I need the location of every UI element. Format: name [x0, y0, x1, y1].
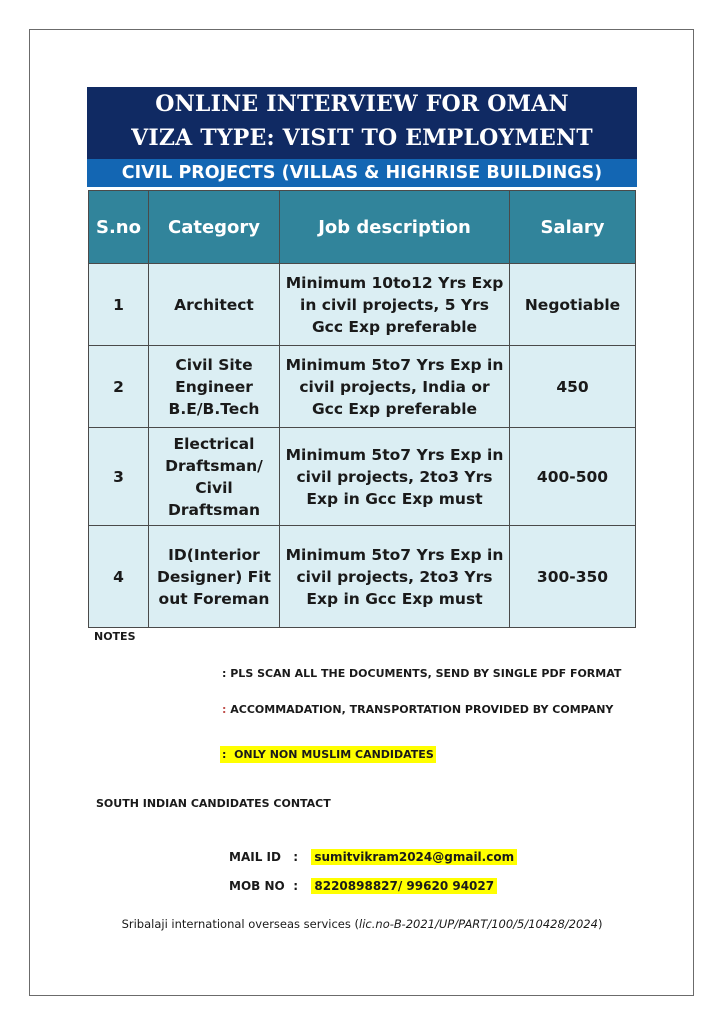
page-title: ONLINE INTERVIEW FOR OMAN	[155, 91, 569, 117]
column-header-category: Category	[149, 191, 280, 264]
mobile-label: MOB NO	[229, 879, 285, 893]
column-header-salary: Salary	[510, 191, 636, 264]
cell-description: Minimum 10to12 Yrs Exp in civil projects, 5 Yrs Gcc Exp preferable	[280, 264, 510, 346]
cell-description: Minimum 5to7 Yrs Exp in civil projects, 2to3 Yrs Exp in Gcc Exp must	[280, 526, 510, 628]
cell-salary: 400-500	[510, 428, 636, 526]
cell-category: Civil Site Engineer B.E/B.Tech	[149, 346, 280, 428]
jobs-table	[88, 190, 636, 628]
cell-sno: 2	[89, 346, 149, 428]
table-row	[89, 264, 636, 346]
header-banner	[87, 87, 637, 159]
cell-sno: 3	[89, 428, 149, 526]
notes-title: NOTES	[94, 630, 136, 643]
contact-heading: SOUTH INDIAN CANDIDATES CONTACT	[96, 797, 331, 810]
table-row	[89, 346, 636, 428]
mail-row	[229, 850, 517, 864]
table-row	[89, 526, 636, 628]
cell-salary: Negotiable	[510, 264, 636, 346]
cell-description: Minimum 5to7 Yrs Exp in civil projects, 2to3 Yrs Exp in Gcc Exp must	[280, 428, 510, 526]
cell-category: Electrical Draftsman/ Civil Draftsman	[149, 428, 280, 526]
column-header-description: Job description	[280, 191, 510, 264]
mail-label: MAIL ID	[229, 850, 281, 864]
cell-category: Architect	[149, 264, 280, 346]
mobile-separator: :	[293, 879, 298, 893]
note-text: PLS SCAN ALL THE DOCUMENTS, SEND BY SINGLE PDF FORMAT	[230, 667, 622, 680]
note-item	[222, 703, 613, 716]
cell-category: ID(Interior Designer) Fit out Foreman	[149, 526, 280, 628]
footer-company-line: Sribalaji international overseas services (lic.no-B-2021/UP/PART/100/5/10428/2024)	[121, 917, 603, 931]
note-text: ACCOMMADATION, TRANSPORTATION PROVIDED BY COMPANY	[230, 703, 614, 716]
mobile-row	[229, 879, 497, 893]
note-colon: :	[222, 703, 227, 716]
cell-salary: 450	[510, 346, 636, 428]
project-subtitle: CIVIL PROJECTS (VILLAS & HIGHRISE BUILDINGS)	[87, 159, 637, 187]
column-header-sno: S.no	[89, 191, 149, 264]
mail-separator: :	[293, 850, 298, 864]
note-text: ONLY NON MUSLIM CANDIDATES	[234, 748, 434, 761]
cell-description: Minimum 5to7 Yrs Exp in civil projects, India or Gcc Exp preferable	[280, 346, 510, 428]
note-item-highlighted	[220, 748, 436, 761]
note-colon: :	[222, 748, 227, 761]
mail-value[interactable]: sumitvikram2024@gmail.com	[311, 849, 517, 865]
mobile-value[interactable]: 8220898827/ 99620 94027	[311, 878, 497, 894]
table-header-row	[89, 191, 636, 264]
cell-sno: 4	[89, 526, 149, 628]
note-colon: :	[222, 667, 227, 680]
license-number: lic.no-B-2021/UP/PART/100/5/10428/2024	[359, 917, 598, 931]
note-item	[222, 667, 621, 680]
table-row	[89, 428, 636, 526]
cell-sno: 1	[89, 264, 149, 346]
cell-salary: 300-350	[510, 526, 636, 628]
visa-type-title: VIZA TYPE: VISIT TO EMPLOYMENT	[131, 125, 593, 151]
company-name: Sribalaji international overseas services	[121, 917, 351, 931]
